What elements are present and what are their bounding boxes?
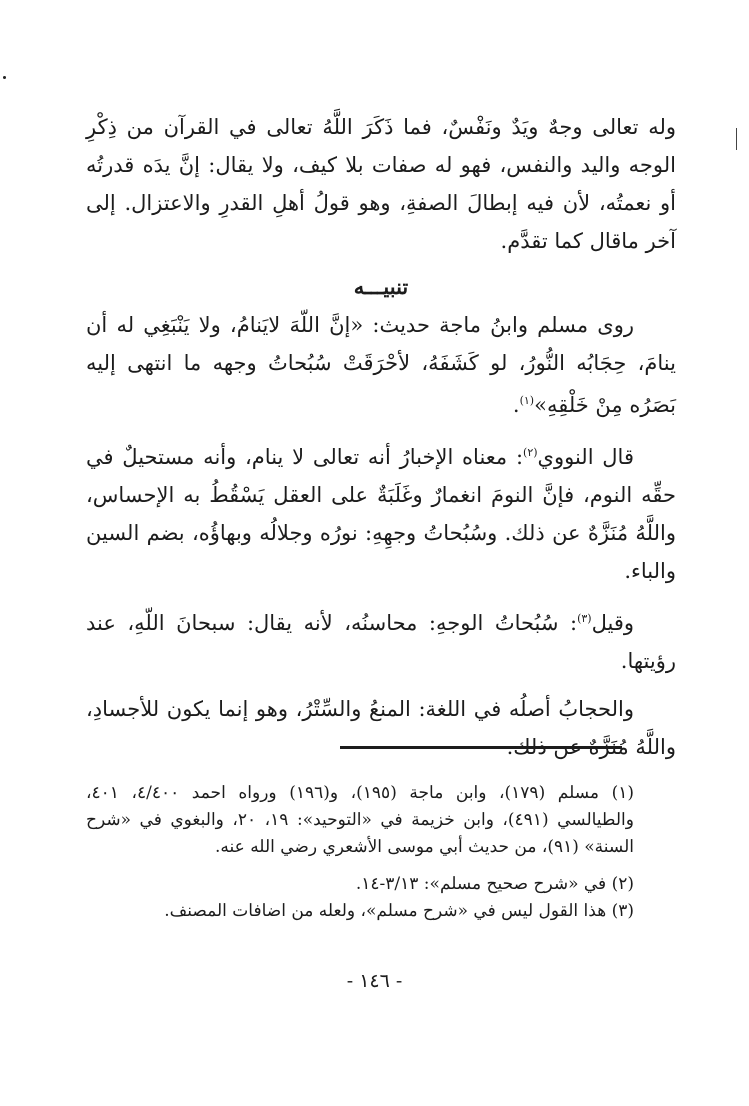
paragraph-3-lead: قال النووي	[537, 445, 634, 469]
section-heading: تنبيـــه	[353, 274, 409, 299]
page-number: - ١٤٦ -	[346, 970, 403, 992]
scan-speck	[3, 76, 6, 79]
paragraph-4	[86, 600, 676, 680]
paragraph-4-lead: وقيل	[591, 611, 634, 635]
footnote-ref-1: (١)	[519, 394, 535, 407]
main-text	[86, 108, 676, 766]
paragraph-3-text: : معناه الإخبارُ أنه تعالى لا ينام، وأنه مستحيلٌ في حقِّه النوم، فإنَّ النومَ انغمارٌ وغَلَبَةٌ على العقل يَسْقُطُ به الإحساس، واللَّهُ مُنَزَّهٌ عن ذلك. وسُبُحاتُ وجهِهِ: نورُه وجلالُه وبهاؤُه، بضم السين والباء.	[86, 445, 676, 583]
footnotes	[86, 780, 634, 925]
paragraph-5: والحجابُ أصلُه في اللغة: المنعُ والسِّتْرُ، وهو إنما يكون للأجسادِ، واللَّهُ مُنَزَّهٌ عن ذلك.	[86, 697, 676, 759]
footnote-separator	[340, 746, 622, 749]
paragraph-1: وله تعالى وجهٌ ويَدٌ ونَفْسٌ، فما ذَكَرَ اللَّهُ تعالى في القرآن من ذِكْرِ الوجه واليد والنفس، فهو له صفات بلا كيف، ولا يقال: إنَّ يدَه قدرتُه أو نعمتُه، لأن فيه إبطالَ الصفةِ، وهو قولُ أهلِ القدرِ والاعتزال. إلى آخر ماقال كما تقدَّم.	[86, 115, 676, 253]
paragraph-2	[86, 306, 676, 424]
footnote-ref-3: (٣)	[577, 612, 592, 625]
scan-edge-line	[736, 128, 737, 150]
paragraph-2-text: روى مسلم وابنُ ماجة حديث: «إنَّ اللّهَ لايَنامُ، ولا يَنْبَغِي له أن ينامَ، حِجَابُه النُّورُ، لو كَشَفَهُ، لأحْرَقَتْ سُبُحاتُ وجهه ما انتهى إليه بَصَرُه مِنْ خَلْقِهِ»	[86, 313, 676, 417]
footnote-2: (٢) في «شرح صحيح مسلم»: ٣/١٣-١٤.	[355, 874, 634, 894]
footnote-3: (٣) هذا القول ليس في «شرح مسلم»، ولعله من اضافات المصنف.	[164, 901, 634, 921]
paragraph-2-end: .	[512, 393, 520, 417]
footnote-ref-2: (٢)	[523, 446, 538, 459]
paragraph-3	[86, 434, 676, 590]
paragraph-4-text: : سُبُحاتُ الوجهِ: محاسنُه، لأنه يقال: سبحانَ اللّهِ، عند رؤيتها.	[86, 611, 676, 673]
footnote-1: (١) مسلم (١٧٩)، وابن ماجة (١٩٥)، و(١٩٦) ورواه احمد ٤/٤٠٠، ٤٠١، والطيالسي (٤٩١)، وابن خزيمة في «التوحيد»: ١٩، ٢٠، والبغوي في «شرح السنة» (٩١)، من حديث أبي موسى الأشعري رضي الله عنه.	[86, 783, 634, 857]
